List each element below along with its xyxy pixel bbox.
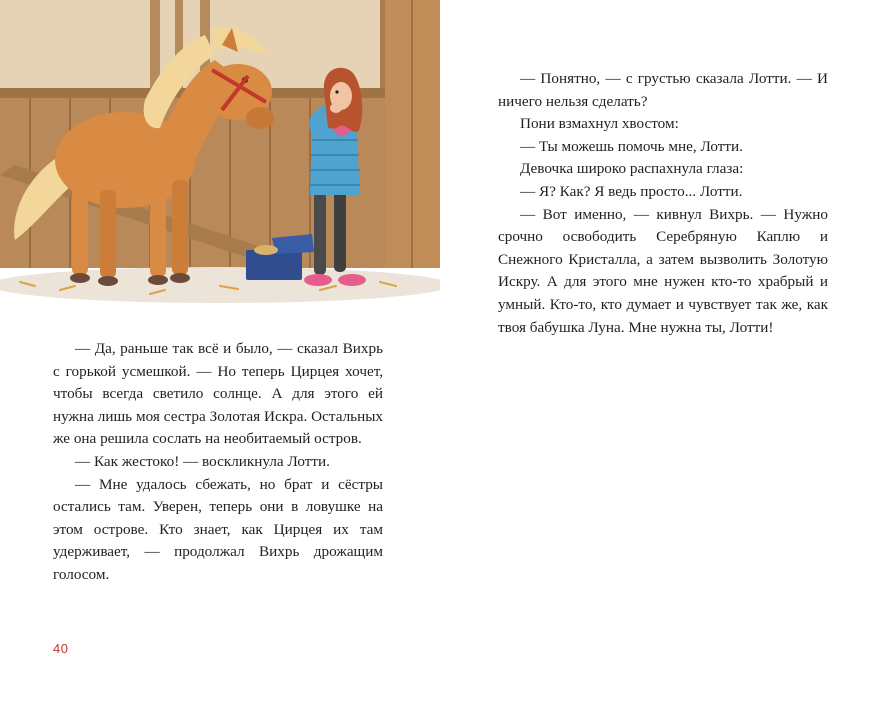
- paragraph: — Как жестоко! — воскликнула Лотти.: [75, 452, 330, 470]
- paragraph: — Понятно, — с грустью сказала Лотти. — И ничего нельзя сделать?: [498, 70, 828, 110]
- paragraph: Девочка широко распахнула глаза:: [520, 160, 744, 178]
- left-column-text: [53, 338, 383, 587]
- paragraph: Пони взмахнул хвостом:: [520, 115, 679, 133]
- pony-and-girl-illustration: [0, 0, 440, 320]
- paragraph: — Я? Как? Я ведь просто... Лотти.: [520, 182, 743, 200]
- paragraph: — Ты можешь помочь мне, Лотти.: [520, 137, 743, 155]
- paragraph: — Мне удалось сбежать, но брат и сёстры остались там. Уверен, теперь они в ловушке на этом острове. Кто знает, как Цирцея их там удерживает, — продолжал Вихрь дрожащим голосом.: [53, 475, 383, 583]
- paragraph: — Да, раньше так всё и было, — сказал Вихрь с горькой усмешкой. — Но теперь Цирцея хочет, чтобы всегда светило солнце. А для этого ей нужна лишь моя сестра Золотая Искра. Остальных же она решила сослать на необитаемый остров.: [53, 340, 383, 448]
- paragraph: — Вот именно, — кивнул Вихрь. — Нужно срочно освободить Серебряную Каплю и Снежного Кристалла, а затем вызволить Золотую Искру. А для этого мне нужен кто-то храбрый и умный. Кто-то, кто думает и чувствует так же, как твоя бабушка Луна. Мне нужна ты, Лотти!: [498, 205, 828, 336]
- illustration-svg: [0, 0, 440, 320]
- page-number: 40: [53, 641, 69, 656]
- right-column-text: [498, 68, 828, 339]
